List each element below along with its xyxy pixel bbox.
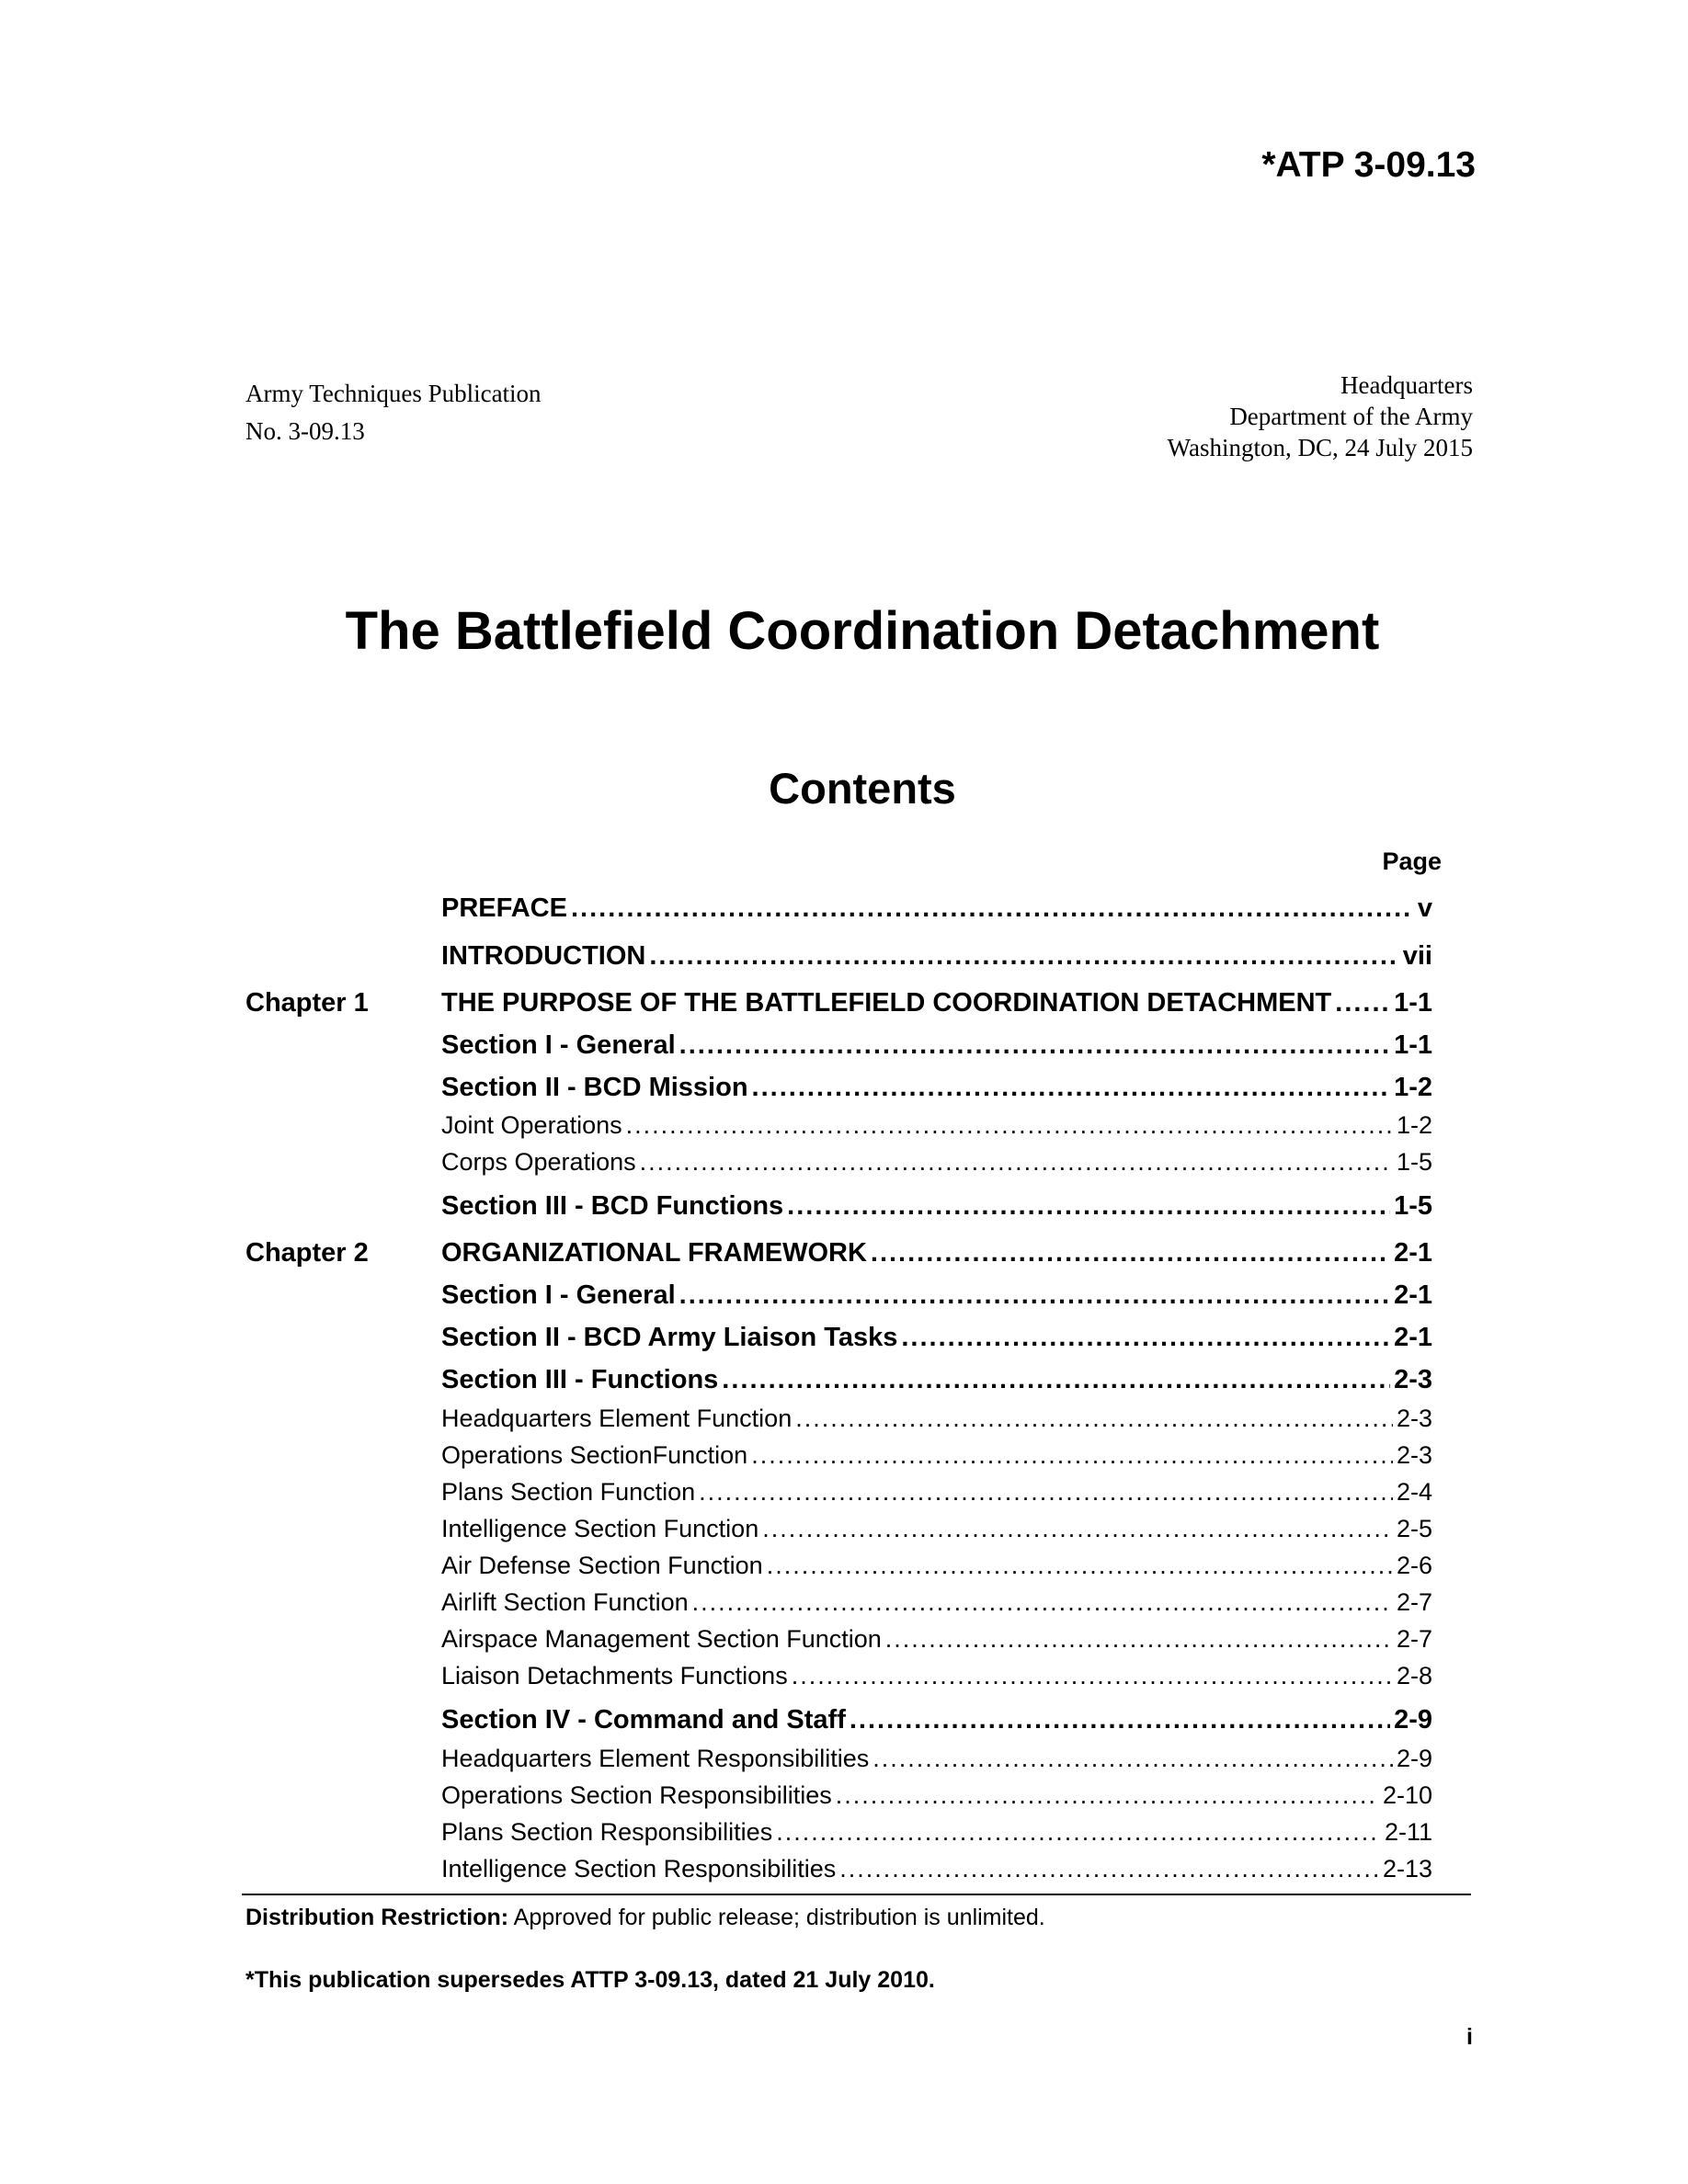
toc-page-number: 2-7 [1396,1588,1432,1616]
toc-page-number: 2-6 [1396,1552,1432,1579]
toc-entry[interactable] [245,1365,1432,1395]
toc-entry[interactable] [245,941,1432,972]
toc-entry[interactable] [245,1818,1432,1847]
toc-page-number: 2-1 [1394,1323,1432,1352]
toc-page-number: vii [1402,941,1432,971]
toc-entry[interactable] [245,1552,1432,1580]
page-column-heading: Page [1382,847,1442,875]
toc-page-number: 1-2 [1394,1073,1432,1102]
toc-leader-dots [871,1238,1390,1268]
toc-entry-title: Section III - Functions [441,1365,719,1394]
toc-entry-title: Section II - BCD Mission [441,1073,748,1102]
toc-page-number: 2-4 [1396,1478,1432,1506]
toc-entry-title: INTRODUCTION [441,941,646,971]
toc-leader-dots [649,941,1398,972]
toc-entry[interactable] [245,1745,1432,1773]
toc-leader-dots [679,1280,1390,1311]
toc-entry-title: THE PURPOSE OF THE BATTLEFIELD COORDINATION DETACHMENT [441,988,1332,1018]
toc-leader-dots [571,893,1414,924]
toc-entry[interactable] [245,1625,1432,1654]
footer-divider [242,1894,1471,1895]
toc-leader-dots [873,1745,1393,1773]
toc-leader-dots [762,1515,1393,1543]
toc-entry[interactable] [245,1148,1432,1177]
toc-leader-dots [767,1552,1393,1580]
toc-leader-dots [792,1662,1393,1690]
toc-entry-title: Section IV - Command and Staff [441,1705,846,1735]
toc-entry[interactable] [245,893,1432,924]
toc-entry-title: Plans Section Function [441,1478,696,1506]
toc-page-number: 2-3 [1396,1441,1432,1469]
toc-entry-title: Air Defense Section Function [441,1552,763,1579]
toc-entry-title: ORGANIZATIONAL FRAMEWORK [441,1238,867,1268]
toc-entry-title: Headquarters Element Function [441,1405,793,1432]
department-line: Department of the Army [1229,403,1473,430]
toc-entry-title: Corps Operations [441,1148,636,1176]
toc-entry[interactable] [245,1191,1432,1222]
toc-chapter-label: Chapter 2 [245,1238,369,1268]
toc-entry-title: Section I - General [441,1280,676,1310]
toc-entry-title: Intelligence Section Responsibilities [441,1855,837,1883]
toc-page-number: 2-10 [1382,1781,1432,1809]
toc-page-number: 2-1 [1394,1238,1432,1268]
toc-entry[interactable] [245,988,1432,1018]
toc-leader-dots [795,1405,1393,1433]
toc-entry-title: Intelligence Section Function [441,1515,759,1542]
toc-leader-dots [679,1030,1390,1061]
location-date-line: Washington, DC, 24 July 2015 [1167,434,1473,461]
toc-page-number: 1-5 [1396,1148,1432,1176]
toc-leader-dots [692,1588,1393,1617]
toc-page-number: 2-3 [1396,1405,1432,1432]
headquarters-line: Headquarters [1340,371,1473,399]
distribution-label: Distribution Restriction: [245,1905,509,1930]
toc-leader-dots [836,1781,1379,1810]
toc-entry[interactable] [245,1405,1432,1433]
toc-leader-dots [699,1478,1393,1507]
toc-leader-dots [626,1111,1393,1140]
toc-page-number: 2-11 [1384,1818,1432,1846]
toc-entry-title: Section II - BCD Army Liaison Tasks [441,1323,898,1352]
toc-entry[interactable] [245,1073,1432,1103]
toc-entry[interactable] [245,1441,1432,1470]
toc-entry-title: Operations SectionFunction [441,1441,748,1469]
toc-leader-dots [752,1073,1391,1103]
toc-page-number: v [1417,893,1432,923]
toc-leader-dots [839,1855,1379,1883]
toc-leader-dots [776,1818,1381,1847]
toc-page-number: 1-1 [1394,988,1432,1018]
toc-entry-title: Liaison Detachments Functions [441,1662,788,1689]
toc-entry-title: Airlift Section Function [441,1588,689,1616]
toc-page-number: 2-1 [1394,1280,1432,1310]
toc-leader-dots [901,1323,1390,1353]
toc-leader-dots [640,1148,1393,1177]
toc-page-number: 2-8 [1396,1662,1432,1689]
toc-entry-title: Headquarters Element Responsibilities [441,1745,870,1772]
toc-leader-dots [885,1625,1393,1654]
toc-leader-dots [1335,988,1390,1018]
document-title: The Battlefield Coordination Detachment [345,601,1380,661]
distribution-restriction [245,1905,1045,1931]
headquarters-info [1168,370,1473,463]
toc-entry-title: Plans Section Responsibilities [441,1818,773,1846]
toc-leader-dots [787,1191,1390,1222]
toc-page-number: 1-2 [1396,1111,1432,1139]
toc-page-number: 2-9 [1394,1705,1432,1735]
toc-entry[interactable] [245,1588,1432,1617]
toc-entry-title: Airspace Management Section Function [441,1625,882,1653]
toc-entry-title: PREFACE [441,893,567,923]
toc-entry[interactable] [245,1323,1432,1353]
toc-entry[interactable] [245,1478,1432,1507]
toc-chapter-label: Chapter 1 [245,988,369,1018]
toc-entry[interactable] [245,1855,1432,1883]
toc-entry-title: Joint Operations [441,1111,622,1139]
toc-page-number: 2-9 [1396,1745,1432,1772]
distribution-text: Approved for public release; distribution is unlimited. [508,1905,1045,1930]
toc-entry[interactable] [245,1662,1432,1690]
toc-page-number: 2-5 [1396,1515,1432,1542]
toc-entry[interactable] [245,1111,1432,1140]
toc-page-number: 1-1 [1394,1030,1432,1060]
toc-entry-title: Section I - General [441,1030,676,1060]
toc-leader-dots [722,1365,1390,1395]
toc-entry-title: Section III - BCD Functions [441,1191,784,1221]
toc-entry[interactable] [245,1280,1432,1311]
toc-page-number: 2-13 [1382,1855,1432,1883]
page-number: i [1466,2024,1473,2050]
toc-entry[interactable] [245,1515,1432,1543]
toc-page-number: 2-7 [1396,1625,1432,1653]
toc-entry[interactable] [245,1238,1432,1268]
supersedes-notice: *This publication supersedes ATTP 3-09.13, dated 21 July 2010. [245,1967,935,1993]
document-id: *ATP 3-09.13 [1261,145,1476,185]
toc-leader-dots [751,1441,1393,1470]
toc-leader-dots [850,1705,1390,1735]
publication-type: Army Techniques Publication [245,380,542,407]
toc-entry-title: Operations Section Responsibilities [441,1781,832,1809]
toc-entry[interactable] [245,1705,1432,1735]
publication-info [245,375,542,450]
contents-heading: Contents [769,764,956,813]
toc-page-number: 2-3 [1394,1365,1432,1394]
toc-entry[interactable] [245,1030,1432,1061]
toc-page-number: 1-5 [1394,1191,1432,1221]
publication-number: No. 3-09.13 [245,417,365,445]
toc-entry[interactable] [245,1781,1432,1810]
